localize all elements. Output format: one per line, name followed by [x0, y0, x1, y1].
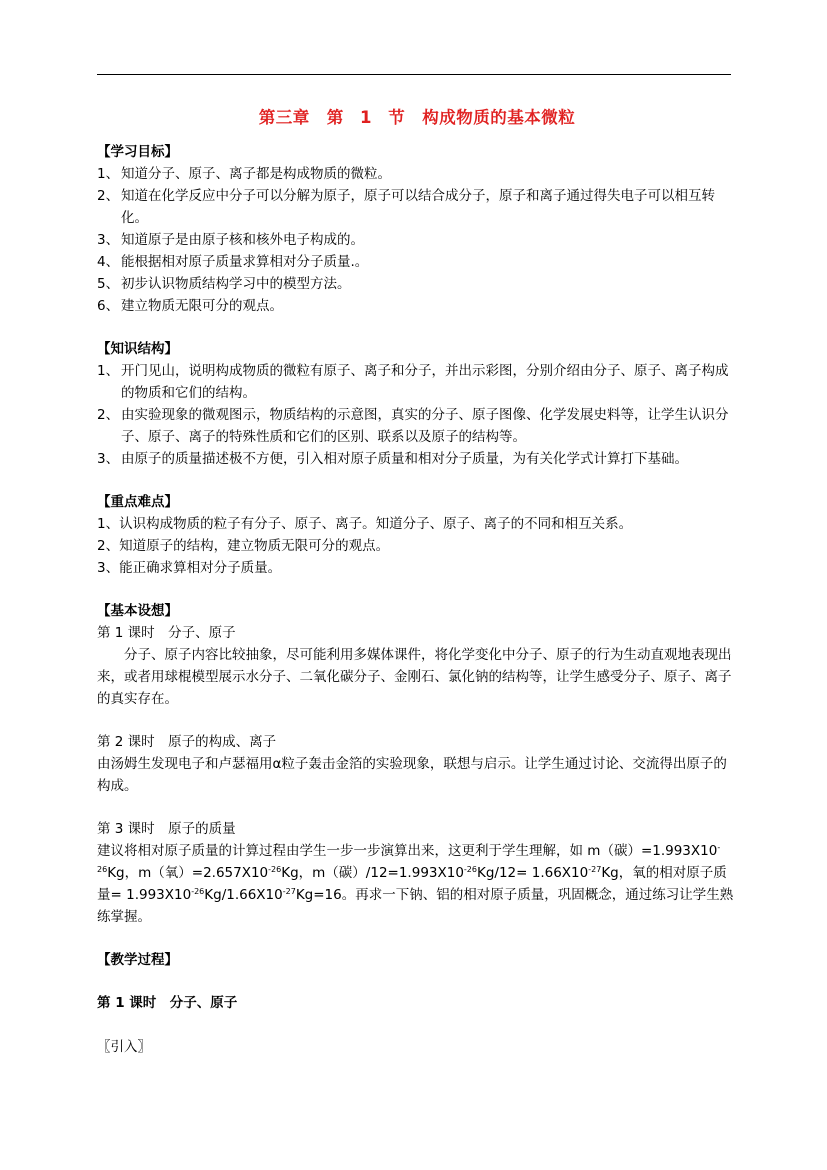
item-number: 4、: [97, 254, 120, 270]
lesson-heading: 第 1 课时 分子、原子: [97, 995, 238, 1011]
item-text: 由实验现象的微观图示，物质结构的示意图，真实的分子、原子图像、化学发展史料等，让学生认识分子、原子、离子的特殊性质和它们的区别、联系以及原子的结构等。: [121, 407, 729, 445]
section-heading: 【知识结构】: [97, 341, 178, 357]
list-item: [97, 163, 737, 185]
item-number: 6、: [97, 298, 120, 314]
structure-section: [97, 338, 737, 470]
lesson-heading: 第 3 课时 原子的质量: [97, 821, 236, 837]
item-number: 3、: [97, 232, 120, 248]
item-text: 知道原子是由原子核和核外电子构成的。: [121, 232, 364, 248]
text-run: Kg/1.66X10: [204, 887, 283, 903]
exponent: -27: [282, 887, 296, 896]
objectives-section: [97, 141, 737, 317]
item-text: 知道在化学反应中分子可以分解为原子，原子可以结合成分子，原子和离子通过得失电子可以相互转化。: [121, 188, 715, 226]
document-page: [97, 104, 737, 1058]
item-number: 2、: [97, 188, 120, 204]
text-run: Kg=16。再求一下钠、铝的相对原子质量，巩固概念，通过练习让学生熟练掌握。: [97, 887, 734, 925]
item-text: 开门见山，说明构成物质的微粒有原子、离子和分子，并出示彩图，分别介绍由分子、原子、离子构成的物质和它们的结构。: [121, 363, 729, 401]
keypoint-line: 1、认识构成物质的粒子有分子、原子、离子。知道分子、原子、离子的不同和相互关系。: [97, 516, 633, 532]
item-number: 2、: [97, 407, 120, 423]
text-run: 建议将相对原子质量的计算过程由学生一步一步演算出来，这更利于学生理解，如 m（碳）=1.993X10: [97, 843, 718, 859]
item-text: 能根据相对原子质量求算相对分子质量.。: [121, 254, 369, 270]
lesson-heading: 第 2 课时 原子的构成、离子: [97, 734, 277, 750]
item-number: 1、: [97, 166, 120, 182]
section-heading: 【学习目标】: [97, 144, 178, 160]
lesson-body: 分子、原子内容比较抽象，尽可能利用多媒体课件，将化学变化中分子、原子的行为生动直观地表现出来，或者用球棍模型展示水分子、二氧化碳分子、金刚石、氯化钠的结构等，让学生感受分子、原子、离子的真实存在。: [97, 647, 732, 707]
lesson-heading: 第 1 课时 分子、原子: [97, 625, 236, 641]
item-text: 初步认识物质结构学习中的模型方法。: [121, 276, 351, 292]
list-item: [97, 404, 737, 448]
exponent: -26: [463, 865, 477, 874]
structure-list: [97, 360, 737, 470]
header-rule: [97, 74, 731, 75]
list-item: [97, 185, 737, 229]
exponent: -26: [268, 865, 282, 874]
exponent: -26: [191, 887, 205, 896]
section-heading: 【教学过程】: [97, 952, 178, 968]
list-item: [97, 251, 737, 273]
intro-marker: 〖引入〗: [97, 1039, 151, 1055]
list-item: [97, 295, 737, 317]
item-text: 知道分子、原子、离子都是构成物质的微粒。: [121, 166, 391, 182]
exponent: -26: [97, 843, 721, 874]
lesson-body: 由汤姆生发现电子和卢瑟福用α粒子轰击金箔的实验现象，联想与启示。让学生通过讨论、交流得出原子的构成。: [97, 756, 727, 794]
keypoints-section: [97, 491, 737, 579]
text-run: Kg/12= 1.66X10: [477, 865, 589, 881]
keypoint-line: 3、能正确求算相对分子质量。: [97, 560, 282, 576]
section-heading: 【重点难点】: [97, 494, 178, 510]
keypoint-line: 2、知道原子的结构，建立物质无限可分的观点。: [97, 538, 390, 554]
item-text: 建立物质无限可分的观点。: [121, 298, 283, 314]
item-number: 5、: [97, 276, 120, 292]
page-title: 第三章 第 1 节 构成物质的基本微粒: [258, 108, 576, 127]
item-number: 3、: [97, 451, 120, 467]
item-number: 1、: [97, 363, 120, 379]
exponent: -27: [588, 865, 602, 874]
lesson-body: [97, 840, 737, 928]
text-run: Kg，氧的相对原子质量= 1.993X10: [97, 865, 727, 903]
item-text: 由原子的质量描述极不方便，引入相对原子质量和相对分子质量，为有关化学式计算打下基础。: [121, 451, 688, 467]
objectives-list: [97, 163, 737, 317]
plan-section: [97, 600, 737, 928]
process-section: [97, 949, 737, 1058]
list-item: [97, 273, 737, 295]
list-item: [97, 448, 737, 470]
text-run: Kg，m（氧）=2.657X10: [107, 865, 269, 881]
list-item: [97, 229, 737, 251]
text-run: Kg，m（碳）/12=1.993X10: [281, 865, 464, 881]
section-heading: 【基本设想】: [97, 603, 178, 619]
list-item: [97, 360, 737, 404]
